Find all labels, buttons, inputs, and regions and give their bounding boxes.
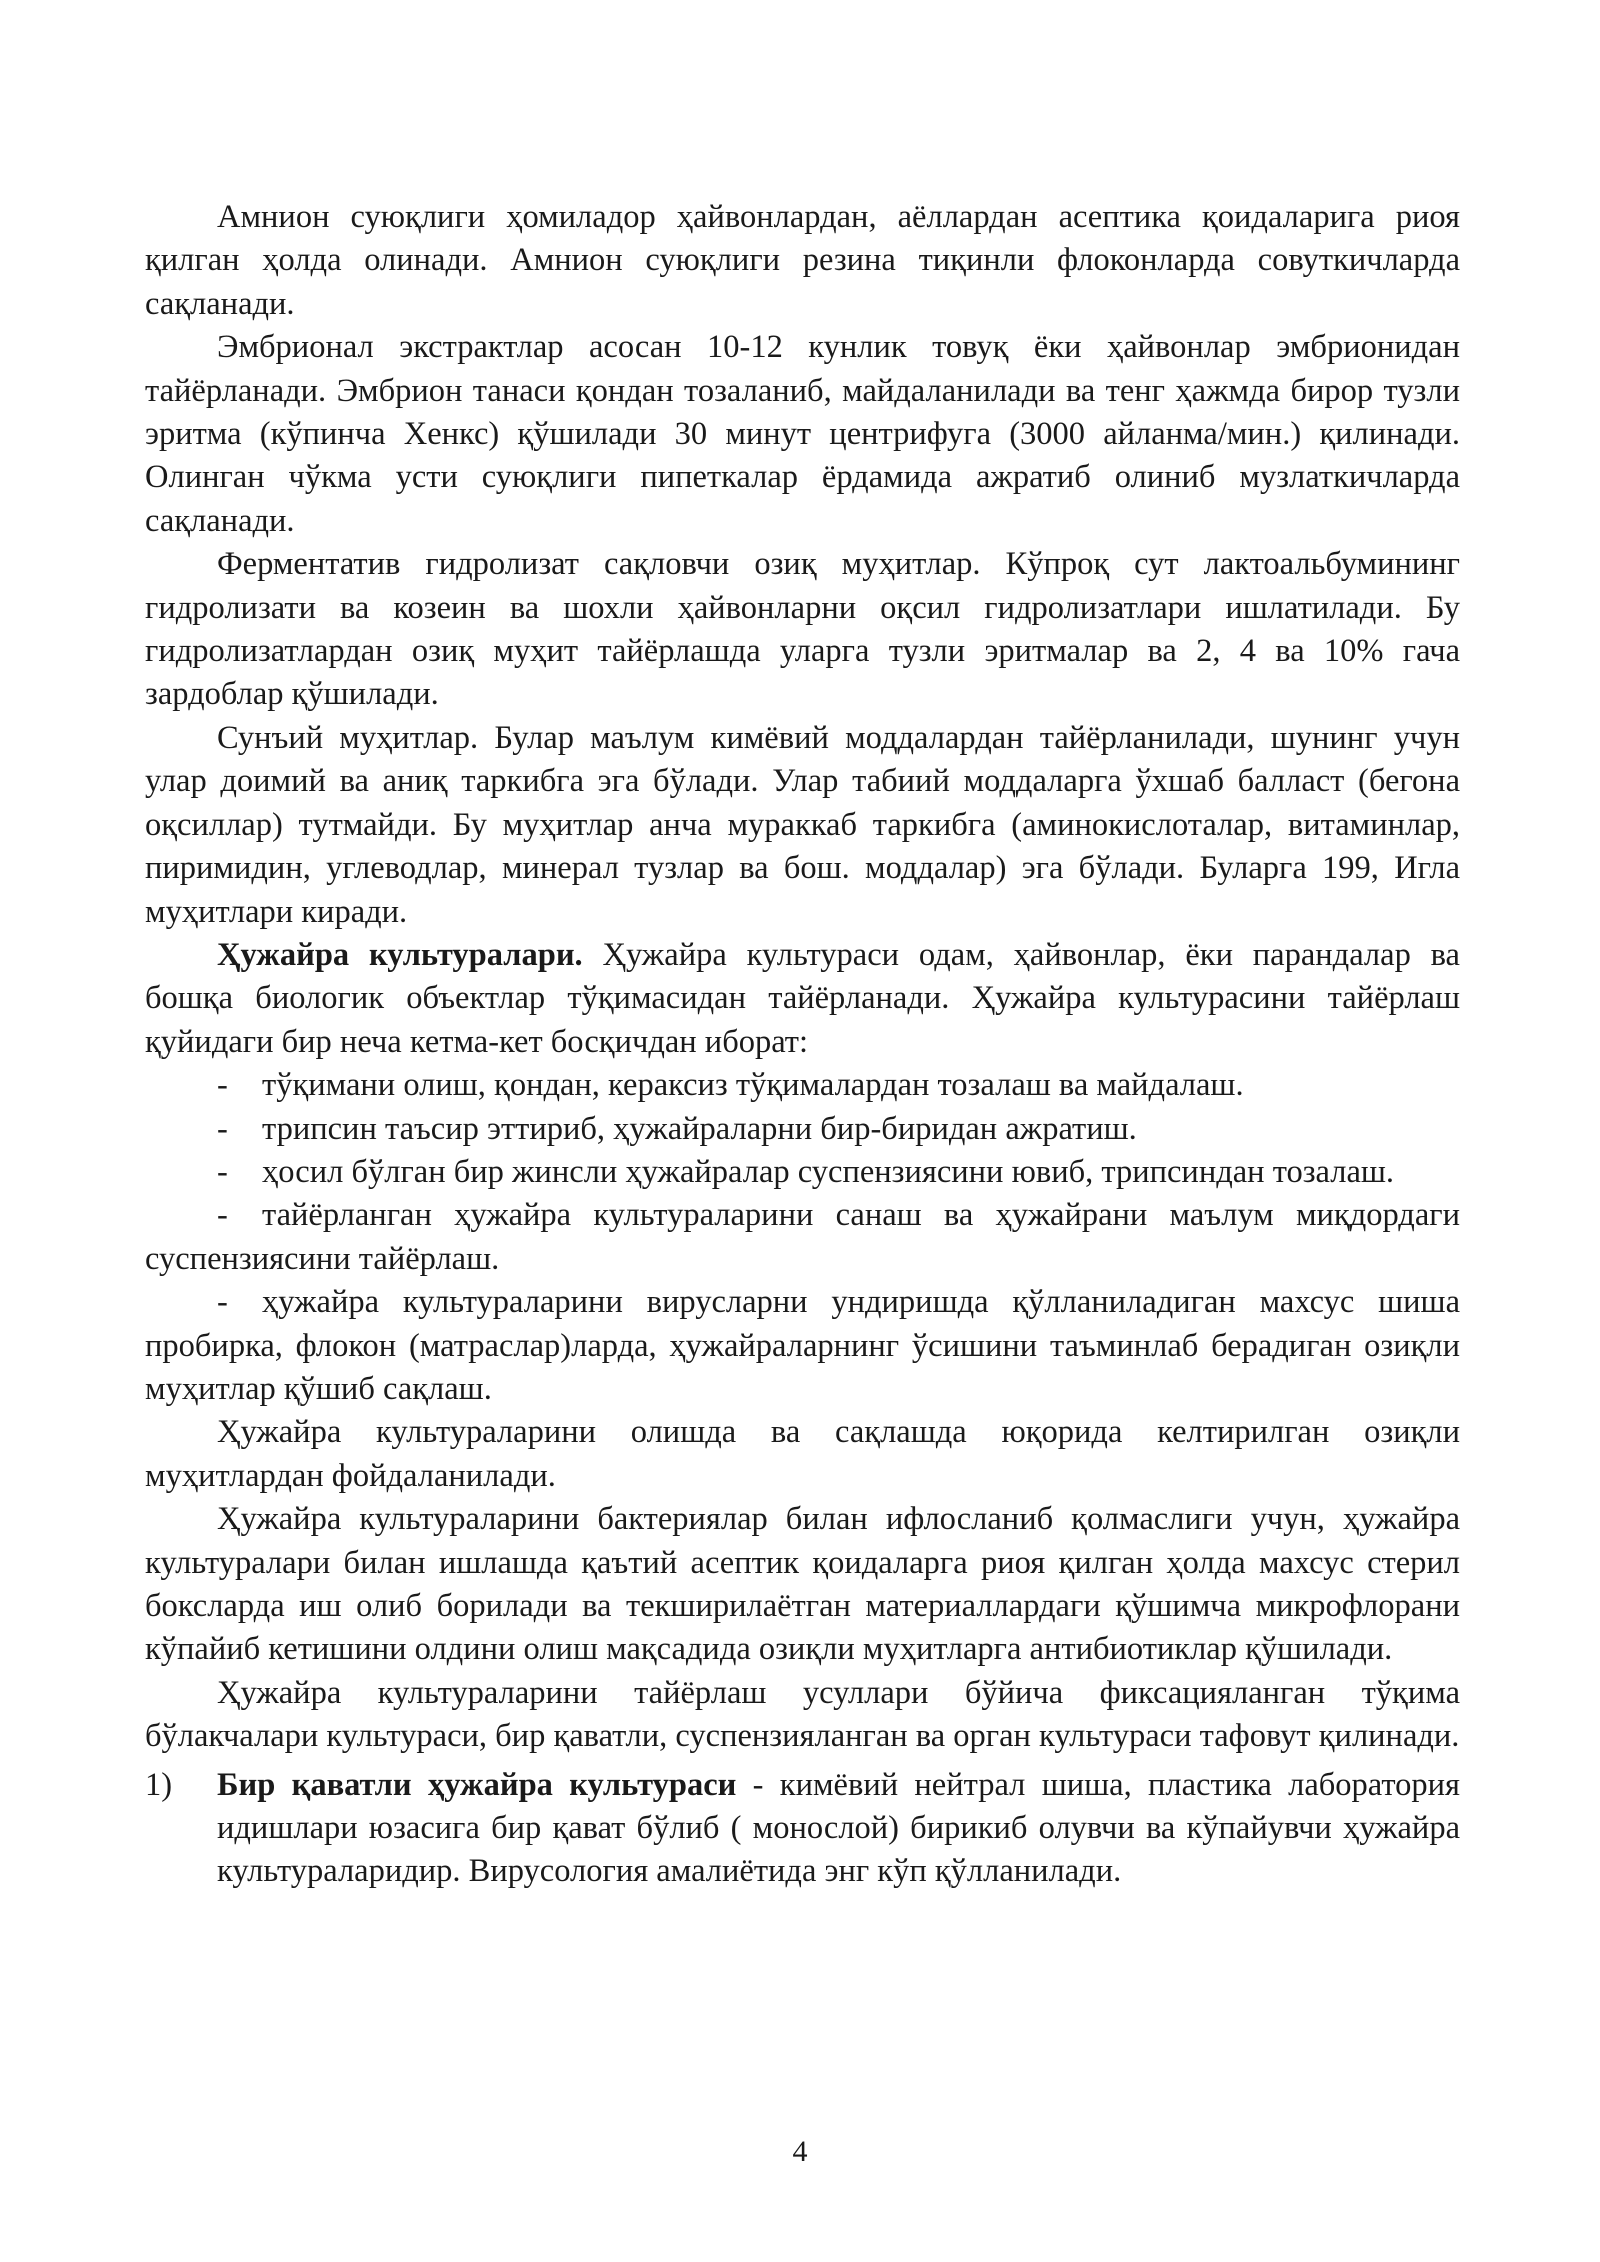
numbered-item-number: 1) (145, 1766, 173, 1803)
cell-cultures-heading: Ҳужайра культуралари. (217, 936, 583, 973)
list-item (145, 1151, 1460, 1194)
numbered-item-monolayer (145, 1764, 1460, 1894)
list-item (145, 1064, 1460, 1107)
list-item-dash: - (217, 1110, 228, 1147)
paragraph-cell-cultures (145, 934, 1460, 1064)
list-item-text: тўқимани олиш, қондан, кераксиз тўқималардан тозалаш ва майдалаш. (262, 1067, 1244, 1104)
list-item-dash: - (217, 1153, 228, 1190)
paragraph-amniotic-fluid: Амнион суюқлиги ҳомиладор ҳайвонлардан, аёллардан асептика қоидаларига риоя қилган ҳолда олинади. Амнион суюқлиги резина тиқинли флоконларда совуткичларда сақланади. (145, 199, 1460, 322)
paragraph-embryonic-extracts: Эмбрионал экстрактлар асосан 10-12 кунлик товуқ ёки ҳайвонлар эмбрионидан тайёрланади. Эмбрион танаси қондан тозаланиб, майдаланилади ва тенг ҳажмда бирор тузли эритма (кўпинча Хенкс) қўшилади 30 минут центрифуга (3000 айланма/мин.) қилинади. Олинган чўкма усти суюқлиги пипеткалар ёрдамида ажратиб олиниб музлаткичларда сақланади. (145, 329, 1460, 539)
list-item-text: трипсин таъсир эттириб, ҳужайраларни бир-биридан ажратиш. (262, 1110, 1137, 1147)
list-item (145, 1194, 1460, 1281)
cell-cultures-text: Ҳужайра культураси одам, ҳайвонлар, ёки парандалар ва бошқа биологик объектлар тўқимасидан тайёрланади. Ҳужайра культурасини тайёрлаш қуйидаги бир неча кетма-кет босқичдан иборат: (145, 936, 1460, 1060)
numbered-item-text: - кимёвий нейтрал шиша, пластика лаборатория идишлари юзасига бир қават бўлиб ( монослой) бирикиб олувчи ва кўпайувчи ҳужайра культураларидир. Вирусология амалиётида энг кўп қўлланилади. (217, 1766, 1460, 1890)
list-item-dash: - (217, 1197, 228, 1234)
list-item-text: ҳужайра культураларини вирусларни ундиришда қўлланиладиган махсус шиша пробирка, флокон (матраслар)ларда, ҳужайраларнинг ўсишини таъминлаб берадиган озиқли муҳитлар қўшиб сақлаш. (145, 1284, 1460, 1407)
paragraph-aseptic-rules: Ҳужайра культураларини бактериялар билан ифлосланиб қолмаслиги учун, ҳужайра культуралари билан ишлашда қаътий асептик қоидаларга риоя қилган ҳолда махсус стерил боксларда иш олиб борилади ва текширилаётган материаллардаги қўшимча микрофлорани кўпайиб кетишини олдини олиш мақсадида озиқли муҳитларга антибиотиклар қўшилади. (145, 1501, 1460, 1668)
document-body (145, 196, 1460, 1894)
list-item-dash: - (217, 1067, 228, 1104)
paragraph-nutrient-media-use: Ҳужайра культураларини олишда ва сақлашда юқорида келтирилган озиқли муҳитлардан фойдаланилади. (145, 1414, 1460, 1494)
page-number: 4 (792, 2135, 808, 2168)
paragraph-enzymatic-hydrolysate: Ферментатив гидролизат сақловчи озиқ муҳитлар. Кўпроқ сут лактоальбумининг гидролизати ва козеин ва шохли ҳайвонларни оқсил гидролизатлари ишлатилади. Бу гидролизатлардан озиқ муҳит тайёрлашда уларга тузли эритмалар ва 2, 4 ва 10% гача зардоблар қўшилади. (145, 546, 1460, 713)
paragraph-culture-types: Ҳужайра культураларини тайёрлаш усуллари бўйича фиксацияланган тўқима бўлакчалари культураси, бир қаватли, суспензияланган ва орган культураси тафовут қилинади. (145, 1674, 1460, 1755)
list-item-text: тайёрланган ҳужайра культураларини санаш ва ҳужайрани маълум миқдордаги суспензиясини тайёрлаш. (145, 1197, 1460, 1277)
paragraph-synthetic-media: Сунъий муҳитлар. Булар маълум кимёвий моддалардан тайёрланилади, шунинг учун улар доимий ва аниқ таркибга эга бўлади. Улар табиий моддаларга ўхшаб балласт (бегона оқсиллар) тутмайди. Бу муҳитлар анча мураккаб таркибга (аминокислоталар, витаминлар, пиримидин, углеводлар, минерал тузлар ва бош. моддалар) эга бўлади. Буларга 199, Игла муҳитлари киради. (145, 719, 1460, 930)
numbered-item-term: Бир қаватли ҳужайра культураси (217, 1766, 737, 1803)
list-item-dash: - (217, 1284, 228, 1321)
list-item (145, 1281, 1460, 1411)
list-item-text: ҳосил бўлган бир жинсли ҳужайралар суспензиясини ювиб, трипсиндан тозалаш. (262, 1153, 1395, 1190)
list-item (145, 1108, 1460, 1151)
